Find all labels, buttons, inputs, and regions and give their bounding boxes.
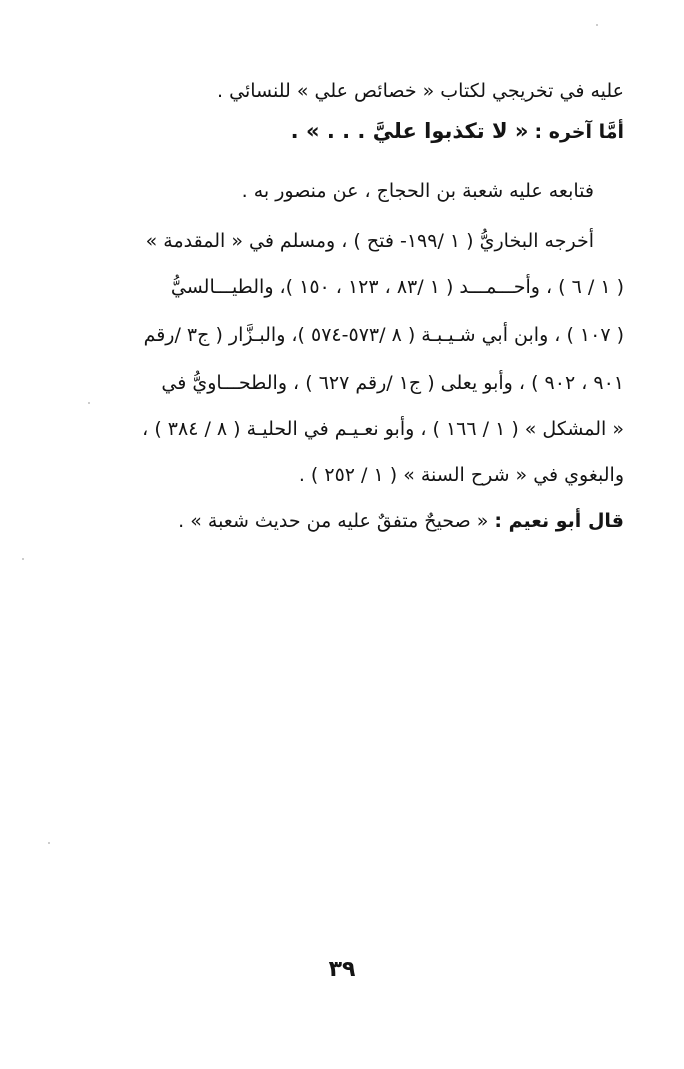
citation-line-2: ( ١ / ٦ ) ، وأحـــمـــد ( ١ /٨٣ ، ١٢٣ ، ١٥٠ )، والطيـــالسيُّ: [170, 276, 624, 298]
heading-line-end: [291, 116, 624, 147]
citation-line-3: ( ١٠٧ ) ، وابن أبي شـيـبـة ( ٨ /٥٧٣-٥٧٤ )، والبـزَّار ( ج٣ /رقم: [143, 324, 624, 346]
paper-speck: [48, 842, 50, 844]
text-line-3: فتابعه عليه شعبة بن الحجاج ، عن منصور به .: [241, 180, 594, 202]
paper-speck: [88, 402, 90, 404]
citation-line-1: أخرجه البخاريُّ ( ١ /١٩٩- فتح ) ، ومسلم في « المقدمة »: [145, 230, 594, 252]
hadith-quote: « لا تكذبوا عليَّ . . . » .: [290, 119, 529, 143]
section-label-end: أمَّا آخره :: [534, 121, 624, 143]
text-line-1: عليه في تخريجي لكتاب « خصائص علي » للنسائي .: [217, 80, 624, 102]
paper-speck: [596, 24, 598, 26]
section-label-abu-nuaym: قال أبو نعيم :: [494, 510, 624, 532]
citation-line-6: والبغوي في « شرح السنة » ( ١ / ٢٥٢ ) .: [298, 464, 624, 486]
page-number: ٣٩: [328, 957, 356, 982]
citation-line-4: ٩٠١ ، ٩٠٢ ) ، وأبو يعلى ( ج١ /رقم ٦٢٧ ) ، والطحـــاويُّ في: [161, 372, 624, 394]
conclusion-line: [178, 506, 624, 536]
abu-nuaym-quote: « صحيحٌ متفقٌ عليه من حديث شعبة » .: [178, 510, 489, 532]
citation-line-5: « المشكل » ( ١ / ١٦٦ ) ، وأبو نعـيـم في الحليـة ( ٨ / ٣٨٤ ) ،: [142, 418, 624, 440]
paper-speck: [22, 558, 24, 560]
